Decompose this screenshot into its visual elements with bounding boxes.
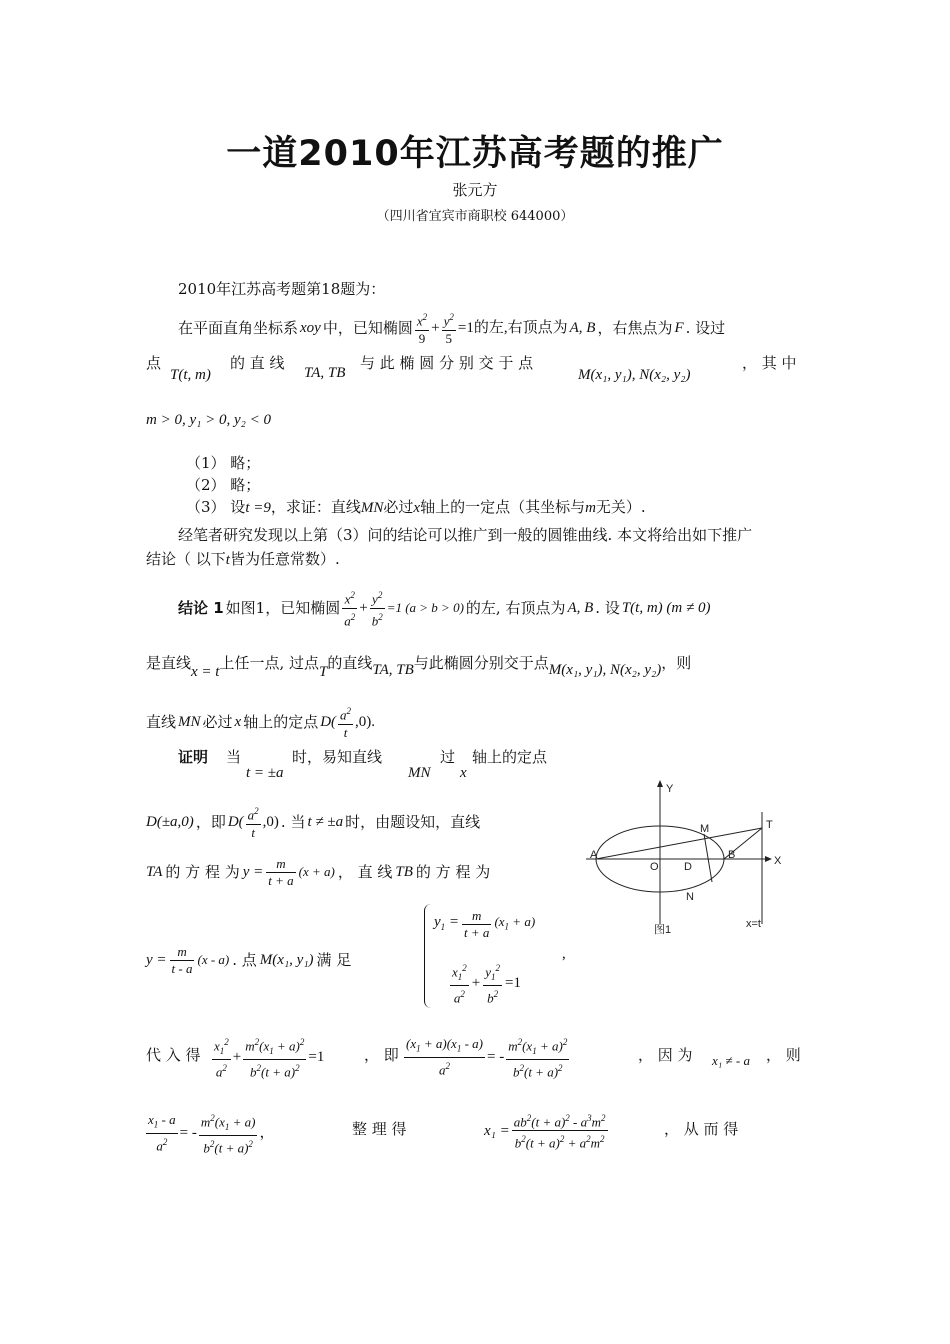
fraction-y2-b2: $\frac{y^2}{b^2}$ <box>370 587 385 629</box>
affiliation: （四川省宜宾市商职校 644000） <box>376 209 574 224</box>
proof-line-4: y = $\frac{m}{t - a}$ (x - a) . 点 M(x₁, y₁) 满 足 <box>146 943 352 976</box>
intro-line: 2010年江苏高考题第18题为： <box>178 280 386 298</box>
problem-line-1: 在平面直角坐标系 xoy 中，已知椭圆 $\frac{x^2}{9}$ + $\frac{y^2}{5}$ =1的左,右顶点为 A, B ，右焦点为 F . 设过 <box>178 306 725 350</box>
x-axis-arrow-icon <box>765 856 772 862</box>
fraction-m-t-plus-a: $\frac{m}{t + a}$ <box>268 855 294 888</box>
problem-text: =1的左,右顶点为 <box>457 320 568 336</box>
item-1: （1） 略； <box>186 454 261 472</box>
axis-x-label: X <box>774 855 782 867</box>
problem-text: ，右焦点为 <box>597 319 673 337</box>
system-eq-1: $y_1$ = $\frac{m}{t + a}$ $(x_1 + a)$ <box>434 908 536 940</box>
proof-label: 证明 <box>178 748 209 766</box>
problem-text: ， 其 中 <box>742 354 797 372</box>
fraction-x2-a2: $\frac{x^2}{a^2}$ <box>342 587 357 629</box>
theorem-line-3: 直线 MN 必过 x 轴上的定点 D( $\frac{a^2}{t}$ ,0). <box>146 700 375 744</box>
math-f: F <box>674 320 684 336</box>
item-2: （2） 略； <box>186 476 261 494</box>
point-o-label: O <box>650 861 659 873</box>
math-xoy: xoy <box>300 320 321 336</box>
item-3: （3） 设t =9，求证：直线MN必过x轴上的一定点（其坐标与m无关）. <box>186 498 646 516</box>
theorem-label: 结论 1 <box>178 599 224 617</box>
problem-text: 的 直 线 <box>230 354 285 372</box>
fraction-m-t-minus-a: $\frac{m}{t - a}$ <box>171 943 193 976</box>
theorem-line-1: 结论 1 如图1，已知椭圆 $\frac{x^2}{a^2}$ + $\frac{y^2}{b^2}$ =1 (a > b > 0) 的左, 右顶点为 A, B . 设 T(t, m) (m ≠ 0) <box>178 584 710 632</box>
fraction-y2-5: $\frac{y^2}{5}$ <box>442 309 456 346</box>
math-points-mn: M(x₁, y₁), N(x₂, y₂) <box>578 367 691 383</box>
proof-line-6: $\frac{x_1 - a}{a^2}$ = - $\frac{m^2(x_1 + a)}{b^2(t + a)^2}$ ， 整 理 得 x₁ = $\frac{ab^2(t + a)^2 - a^3m^2}{b^2(t + a)^2 + a^2m^2}$ ， 从 而 得 <box>146 1106 806 1156</box>
system-eq-2: $\frac{x_1^2}{a^2}$ + $\frac{y_1^2}{b^2}$ =1 <box>450 960 521 1006</box>
point-b-label: B <box>728 849 736 861</box>
y-axis-arrow-icon <box>657 780 663 787</box>
math-conditions: m > 0, y₁ > 0, y₂ < 0 <box>146 412 271 428</box>
proof-line-1: 证明 当 t = ±a 时，易知直线 MN 过 x 轴上的定点 <box>178 748 548 781</box>
point-a-label: A <box>590 849 598 861</box>
axis-y-label: Y <box>666 783 674 795</box>
problem-text: 点 <box>146 354 162 372</box>
problem-text: . 设过 <box>685 319 726 337</box>
problem-text: 中，已知椭圆 <box>322 319 413 337</box>
math-point-t: T(t, m) <box>170 367 211 383</box>
line-label: x=t <box>746 918 761 930</box>
problem-line-2 <box>146 352 806 382</box>
math-ta-tb: TA, TB <box>304 365 346 381</box>
remark-line-1: 经笔者研究发现以上第（3）问的结论可以推广到一般的圆锥曲线. 本文将给出如下推广 <box>178 526 753 544</box>
problem-text: 在平面直角坐标系 <box>178 319 299 337</box>
fraction-a2-t: $\frac{a^2}{t}$ <box>338 703 353 740</box>
fraction-a2-t: $\frac{a^2}{t}$ <box>246 803 261 840</box>
proof-line-5: 代 入 得 $\frac{x_1^2}{a^2}$ + $\frac{m^2(x_1 + a)^2}{b^2(t + a)^2}$ =1 ， 即 $\frac{(x_1 + a)(x_1 - a)}{a^2}$ = - $\frac{m^2(x_1 + a)^2}{b^2(t + a)^2}$ ， 因 为 x₁ ≠ - a ， 则 <box>146 1030 806 1080</box>
proof-line-2: D(±a,0) ，即 D( $\frac{a^2}{t}$ ,0) . 当 t ≠ ±a 时，由题设知，直线 <box>146 800 480 844</box>
problem-text: 与 此 椭 圆 分 别 交 于 点 <box>360 354 534 372</box>
proof-line-3: TA 的 方 程 为 y = $\frac{m}{t + a}$ (x + a) ， 直 线 TB 的 方 程 为 <box>146 855 491 888</box>
figure-1 <box>580 776 790 936</box>
fraction-x2-9: $\frac{x^2}{9}$ <box>415 309 429 346</box>
theorem-line-2: 是直线x = t上任一点, 过点T的直线TA, TB与此椭圆分别交于点M(x₁, y₁), N(x₂, y₂)，则 <box>146 654 692 680</box>
remark-line-2: 结论（ 以下t皆为任意常数）. <box>146 550 340 568</box>
point-d-label: D <box>684 861 692 873</box>
point-m-label: M <box>700 823 710 835</box>
point-t-label: T <box>766 819 773 831</box>
paper-title: 一道2010年江苏高考题的推广 <box>226 134 724 174</box>
system-brace <box>424 904 431 1008</box>
figure-caption: 图1 <box>654 924 672 936</box>
point-n-label: N <box>686 891 694 903</box>
math-ab: A, B <box>569 320 596 336</box>
author: 张元方 <box>452 181 498 199</box>
line-mn <box>704 834 712 882</box>
